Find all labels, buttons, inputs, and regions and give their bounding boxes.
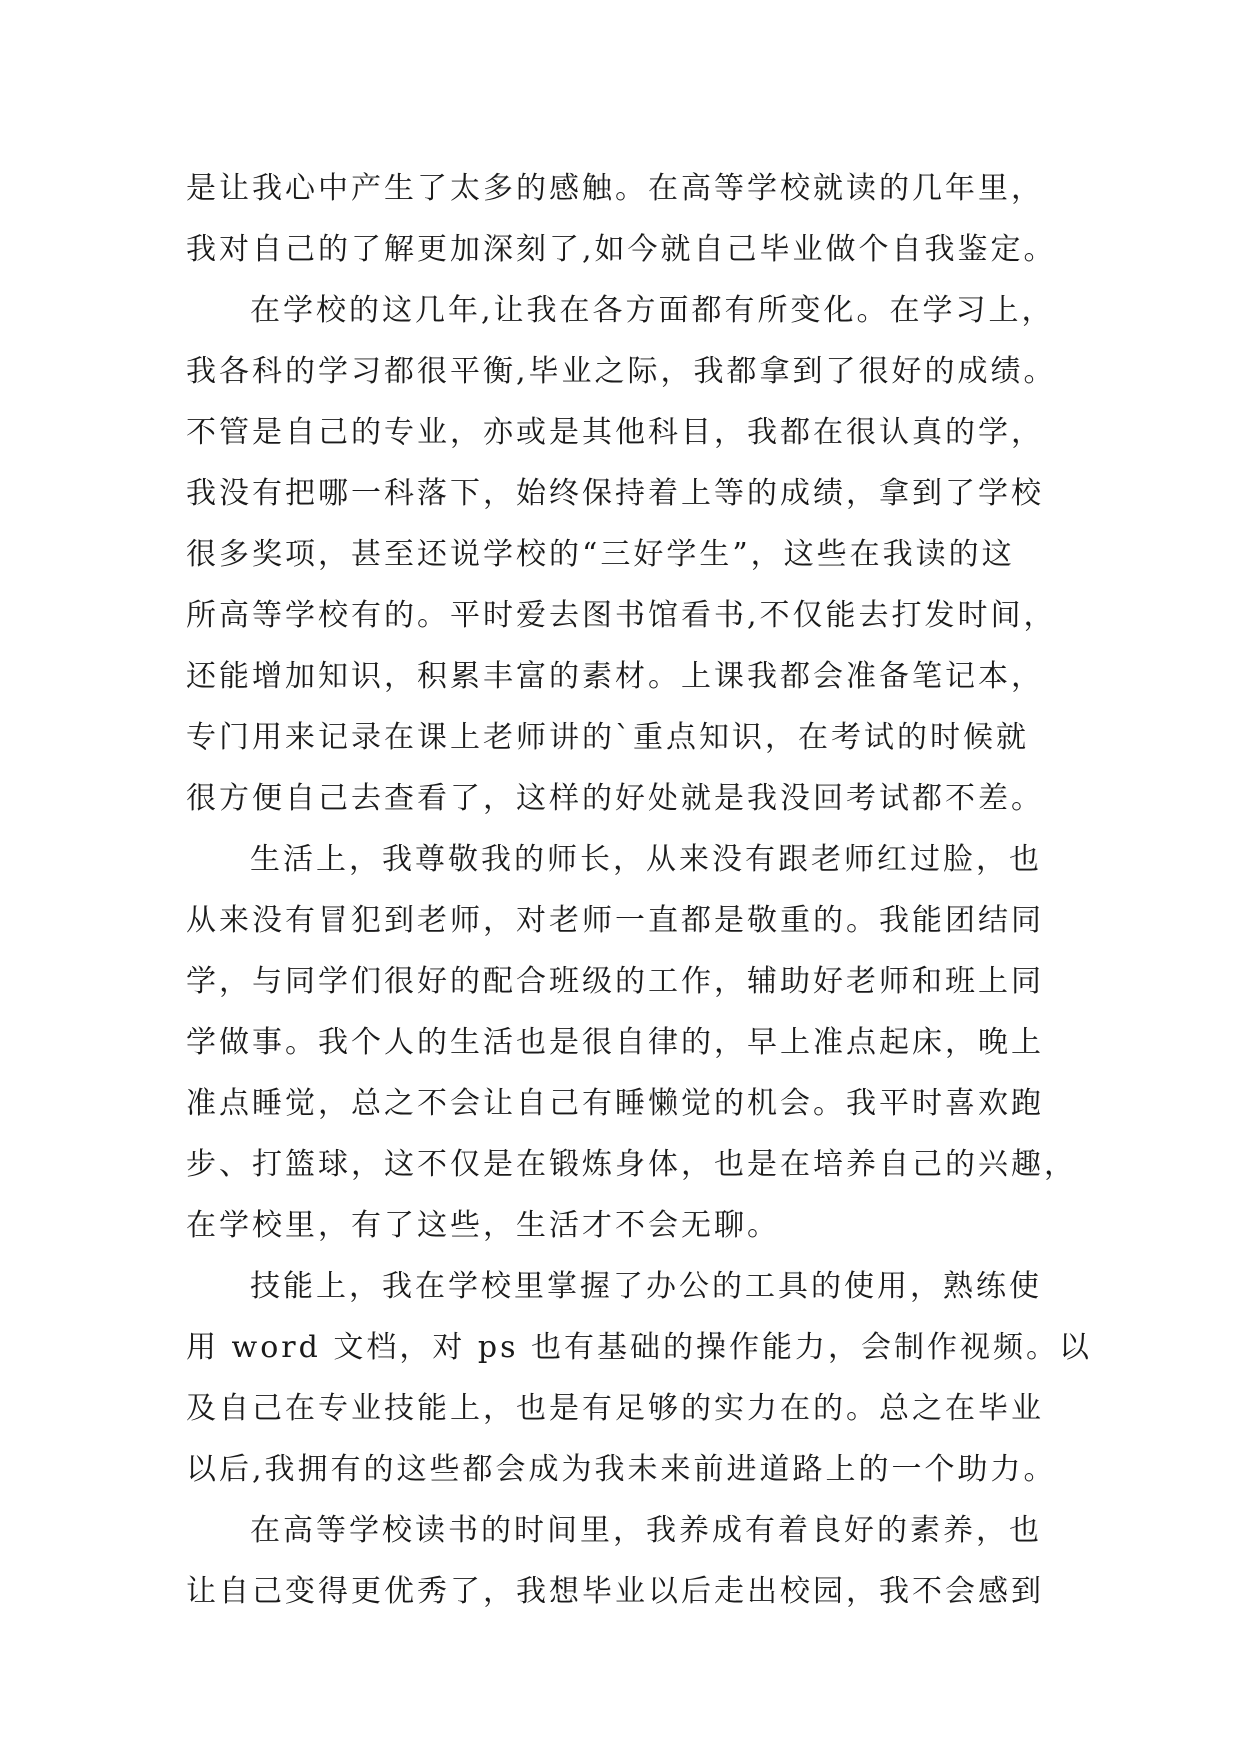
text-line: 所高等学校有的。平时爱去图书馆看书,不仅能去打发时间， — [186, 598, 1057, 633]
text-line: 还能增加知识，积累丰富的素材。上课我都会准备笔记本， — [186, 659, 1044, 694]
paragraph-start-line: 在学校的这几年,让我在各方面都有所变化。在学习上， — [250, 293, 1055, 328]
text-line: 学做事。我个人的生活也是很自律的，早上准点起床，晚上 — [186, 1025, 1044, 1060]
text-line: 我各科的学习都很平衡,毕业之际，我都拿到了很好的成绩。 — [186, 354, 1057, 389]
paragraph-start-line: 生活上，我尊敬我的师长，从来没有跟老师红过脸，也 — [250, 842, 1042, 877]
text-line: 很方便自己去查看了，这样的好处就是我没回考试都不差。 — [186, 781, 1044, 816]
text-line: 以后,我拥有的这些都会成为我未来前进道路上的一个助力。 — [186, 1452, 1057, 1487]
text-line: 我对自己的了解更加深刻了,如今就自己毕业做个自我鉴定。 — [186, 232, 1057, 267]
text-line: 让自己变得更优秀了，我想毕业以后走出校园，我不会感到 — [186, 1574, 1044, 1609]
text-line: 我没有把哪一科落下，始终保持着上等的成绩，拿到了学校 — [186, 476, 1044, 511]
text-line: 学，与同学们很好的配合班级的工作，辅助好老师和班上同 — [186, 964, 1044, 999]
text-line: 很多奖项，甚至还说学校的“三好学生”，这些在我读的这 — [186, 537, 1015, 572]
text-line: 专门用来记录在课上老师讲的`重点知识，在考试的时候就 — [186, 720, 1029, 755]
text-line: 是让我心中产生了太多的感触。在高等学校就读的几年里， — [186, 171, 1044, 206]
paragraph-start-line: 在高等学校读书的时间里，我养成有着良好的素养，也 — [250, 1513, 1042, 1548]
text-line: 在学校里，有了这些，生活才不会无聊。 — [186, 1208, 780, 1243]
text-line: 步、打篮球，这不仅是在锻炼身体，也是在培养自己的兴趣， — [186, 1147, 1077, 1182]
text-line: 不管是自己的专业，亦或是其他科目，我都在很认真的学， — [186, 415, 1044, 450]
text-line: 准点睡觉，总之不会让自己有睡懒觉的机会。我平时喜欢跑 — [186, 1086, 1044, 1121]
text-line: 及自己在专业技能上，也是有足够的实力在的。总之在毕业 — [186, 1391, 1044, 1426]
text-line: 用 word 文档，对 ps 也有基础的操作能力，会制作视频。以 — [186, 1330, 1093, 1365]
paragraph-start-line: 技能上，我在学校里掌握了办公的工具的使用，熟练使 — [250, 1269, 1042, 1304]
document-body — [186, 158, 1093, 1622]
text-line: 从来没有冒犯到老师，对老师一直都是敬重的。我能团结同 — [186, 903, 1044, 938]
